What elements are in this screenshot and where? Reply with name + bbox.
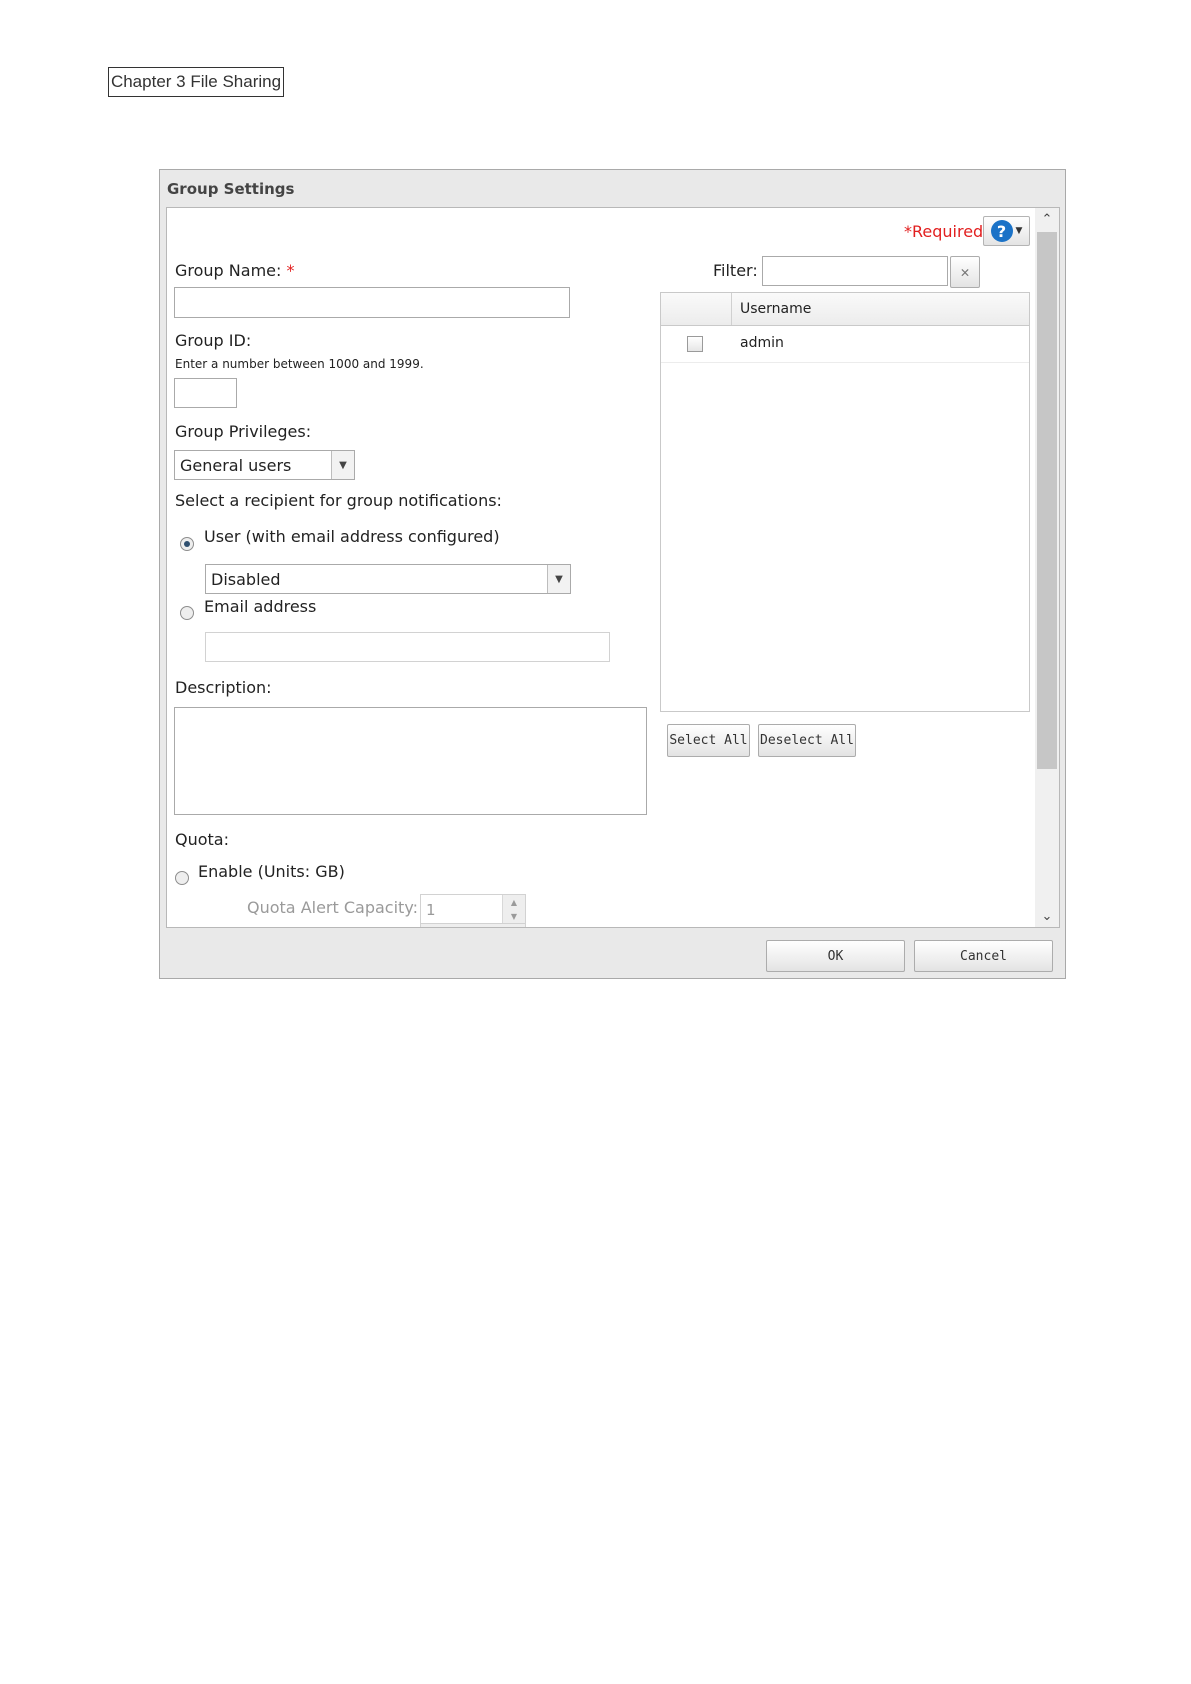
- vertical-scrollbar[interactable]: [1035, 208, 1059, 927]
- group-settings-dialog: [159, 169, 1066, 979]
- required-star: *: [286, 261, 295, 280]
- chapter-label: Chapter 3 File Sharing: [108, 67, 284, 97]
- required-legend: *Required: [904, 222, 984, 241]
- user-grid: [660, 292, 1030, 712]
- chevron-up-icon[interactable]: ⌃: [1041, 211, 1053, 227]
- chevron-down-icon: ▼: [331, 451, 354, 479]
- email-option-label: Email address: [204, 597, 317, 616]
- user-recipient-select[interactable]: [205, 564, 571, 594]
- dialog-title: Group Settings: [167, 180, 295, 198]
- description-textarea[interactable]: [174, 707, 647, 815]
- chevron-down-icon: ▼: [510, 911, 518, 921]
- chevron-down-icon: ▼: [547, 565, 570, 593]
- question-icon: ?: [991, 220, 1013, 242]
- quota-alert-input[interactable]: [420, 894, 526, 924]
- partially-hidden-field: [420, 923, 526, 928]
- group-privileges-value: General users: [180, 455, 292, 475]
- close-icon: ✕: [960, 263, 970, 281]
- help-button[interactable]: [983, 216, 1030, 246]
- group-name-input[interactable]: [174, 287, 570, 318]
- quota-spinner[interactable]: [502, 895, 525, 923]
- form-panel: [166, 207, 1060, 928]
- column-divider: [731, 293, 732, 325]
- group-privileges-select[interactable]: [174, 450, 355, 480]
- filter-input[interactable]: [762, 256, 948, 286]
- chevron-down-icon: ▼: [1015, 226, 1023, 236]
- table-row[interactable]: [661, 326, 1029, 363]
- filter-label: Filter:: [713, 261, 758, 280]
- username-column-header[interactable]: Username: [740, 301, 812, 317]
- clear-filter-button[interactable]: [950, 256, 980, 288]
- quota-enable-radio[interactable]: [175, 871, 189, 885]
- description-label: Description:: [175, 678, 272, 697]
- radio-selected-dot: [184, 541, 190, 547]
- grid-header: [661, 293, 1029, 326]
- cancel-button[interactable]: Cancel: [914, 940, 1053, 972]
- email-radio[interactable]: [180, 606, 194, 620]
- ok-button[interactable]: OK: [766, 940, 905, 972]
- group-privileges-label: Group Privileges:: [175, 422, 312, 441]
- group-id-input[interactable]: [174, 378, 237, 408]
- chevron-up-icon: ▲: [510, 897, 518, 907]
- user-option-label: User (with email address configured): [204, 527, 500, 546]
- quota-label: Quota:: [175, 830, 229, 849]
- chevron-down-icon[interactable]: ⌄: [1041, 908, 1053, 924]
- recipient-label: Select a recipient for group notifications:: [175, 491, 502, 510]
- group-id-label: Group ID:: [175, 331, 252, 350]
- quota-alert-value: 1: [426, 901, 436, 919]
- group-name-label: Group Name: *: [175, 261, 295, 280]
- scrollbar-thumb[interactable]: [1037, 232, 1057, 769]
- deselect-all-button[interactable]: Deselect All: [758, 724, 856, 757]
- select-all-button[interactable]: Select All: [667, 724, 750, 757]
- group-id-hint: Enter a number between 1000 and 1999.: [175, 357, 424, 371]
- quota-enable-label: Enable (Units: GB): [198, 862, 345, 881]
- row-checkbox[interactable]: [687, 336, 703, 352]
- row-username: admin: [740, 335, 784, 351]
- quota-alert-label: Quota Alert Capacity:: [247, 898, 419, 917]
- user-recipient-value: Disabled: [211, 569, 281, 589]
- user-radio[interactable]: [180, 537, 194, 551]
- email-address-input[interactable]: [205, 632, 610, 662]
